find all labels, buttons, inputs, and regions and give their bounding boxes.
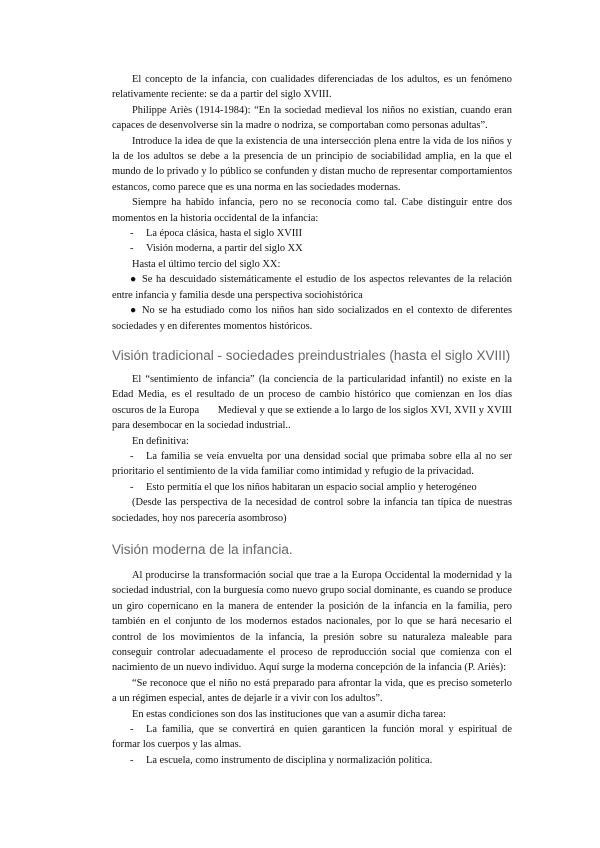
bullet-icon: ● (130, 274, 137, 286)
paragraph-aries-quote: Philippe Ariès (1914-1984): “En la sociedad medieval los niños no existían, cuando eran capaces de desenvolverse sin la madre o nodriza, se comportaban como personas adultas”. (112, 104, 512, 132)
dash-marker: - (130, 724, 134, 736)
list-item-bullet: ● No se ha estudiado como los niños han sido socializados en el contexto de diferentes sociedades y en diferentes momentos históricos. (112, 305, 512, 332)
dash-marker: - (130, 228, 134, 240)
paragraph-modern-transformation: Al producirse la transformación social que trae a la Europa Occidental la modernidad y la sociedad industrial, con la burguesía como nuevo grupo social dominante, es cuando se produce un giro copernicano en la manera de entender la posición de la infancia en la familia, pero también en el conjunto de los modernos estados nacionales, por lo que se hará necesario el control de los movimientos de la infancia, la presión sobre su naturaleza maleable para conseguir controlar adecuadamente el proceso de reproducción social que comienza con el nacimiento de un nuevo individuo. Aquí surge la moderna concepción de la infancia (P. Ariès): (112, 569, 512, 674)
bullet-icon: ● (130, 305, 137, 317)
paragraph-childhood-concept: El concepto de la infancia, con cualidades diferenciadas de los adultos, es un fenómeno relativamente reciente: se da a partir del siglo XVIII. (112, 74, 512, 101)
dash-marker: - (130, 450, 134, 462)
paragraph-two-moments: Siempre ha habido infancia, pero no se reconocía como tal. Cabe distinguir entre dos momentos en la historia occidental de la infancia: (112, 197, 512, 224)
section-heading-traditional: Visión tradicional - sociedades preindustriales (hasta el siglo XVIII) (112, 347, 511, 363)
list-item-dash: - La familia se veía envuelta por una densidad social que primaba sobre ella al no ser prioritario el sentimiento de la vida familiar como intimidad y refugio de la privacidad. (112, 450, 512, 478)
paragraph-two-institutions: En estas condiciones son dos las instituciones que van a asumir dicha tarea: (132, 708, 446, 720)
section-heading-modern: Visión moderna de la infancia. (112, 541, 293, 557)
list-item-dash: - Esto permitía el que los niños habitaran un espacio social amplio y heterogéneo (112, 480, 512, 495)
paragraph-last-third: Hasta el último tercio del siglo XX: (132, 258, 281, 270)
paragraph-control-perspective: (Desde las perspectiva de la necesidad de control sobre la infancia tan típica de nuestras sociedades, hoy nos parecería asombroso) (112, 497, 512, 524)
paragraph-sociability: Introduce la idea de que la existencia de una intersección plena entre la vida de los niños y la de los adultos se debe a la presencia de un principio de sociabilidad amplia, en la que el mundo de lo privado y lo público se confunden y distan mucho de representar comportamientos estancos, como parece que es una norma en las sociedades modernas. (112, 135, 512, 193)
list-item-bullet: ● Se ha descuidado sistemáticamente el estudio de los aspectos relevantes de la relación entre infancia y familia desde una perspectiva sociohistórica (112, 274, 512, 301)
paragraph-in-short: En definitiva: (132, 435, 189, 447)
dash-marker: - (130, 754, 134, 766)
list-item-dash: - La escuela, como instrumento de disciplina y normalización política. (112, 753, 512, 768)
document-body (112, 72, 515, 768)
list-item-dash: - La época clásica, hasta el siglo XVIII (112, 226, 512, 241)
dash-marker: - (130, 481, 134, 493)
paragraph-aries-recognition-quote: “Se reconoce que el niño no está preparado para afrontar la vida, que es preciso someterlo a un régimen especial, antes de dejarle ir a vivir con los adultos”. (112, 677, 512, 705)
dash-marker: - (130, 243, 134, 255)
paragraph-sentiment-of-childhood: El “sentimiento de infancia” (la conciencia de la particularidad infantil) no existe en la Edad Media, es el resultado de un proceso de cambio histórico que comienzan en los días oscuros de la Europa Medieval y que se extiende a lo largo de los siglos XVI, XVII y XVIII para desembocar en la sociedad industrial.. (112, 373, 515, 432)
list-item-dash: - Visión moderna, a partir del siglo XX (112, 241, 512, 256)
list-item-dash: - La familia, que se convertirá en quien garanticen la función moral y espiritual de formar los cuerpos y las almas. (112, 724, 512, 751)
